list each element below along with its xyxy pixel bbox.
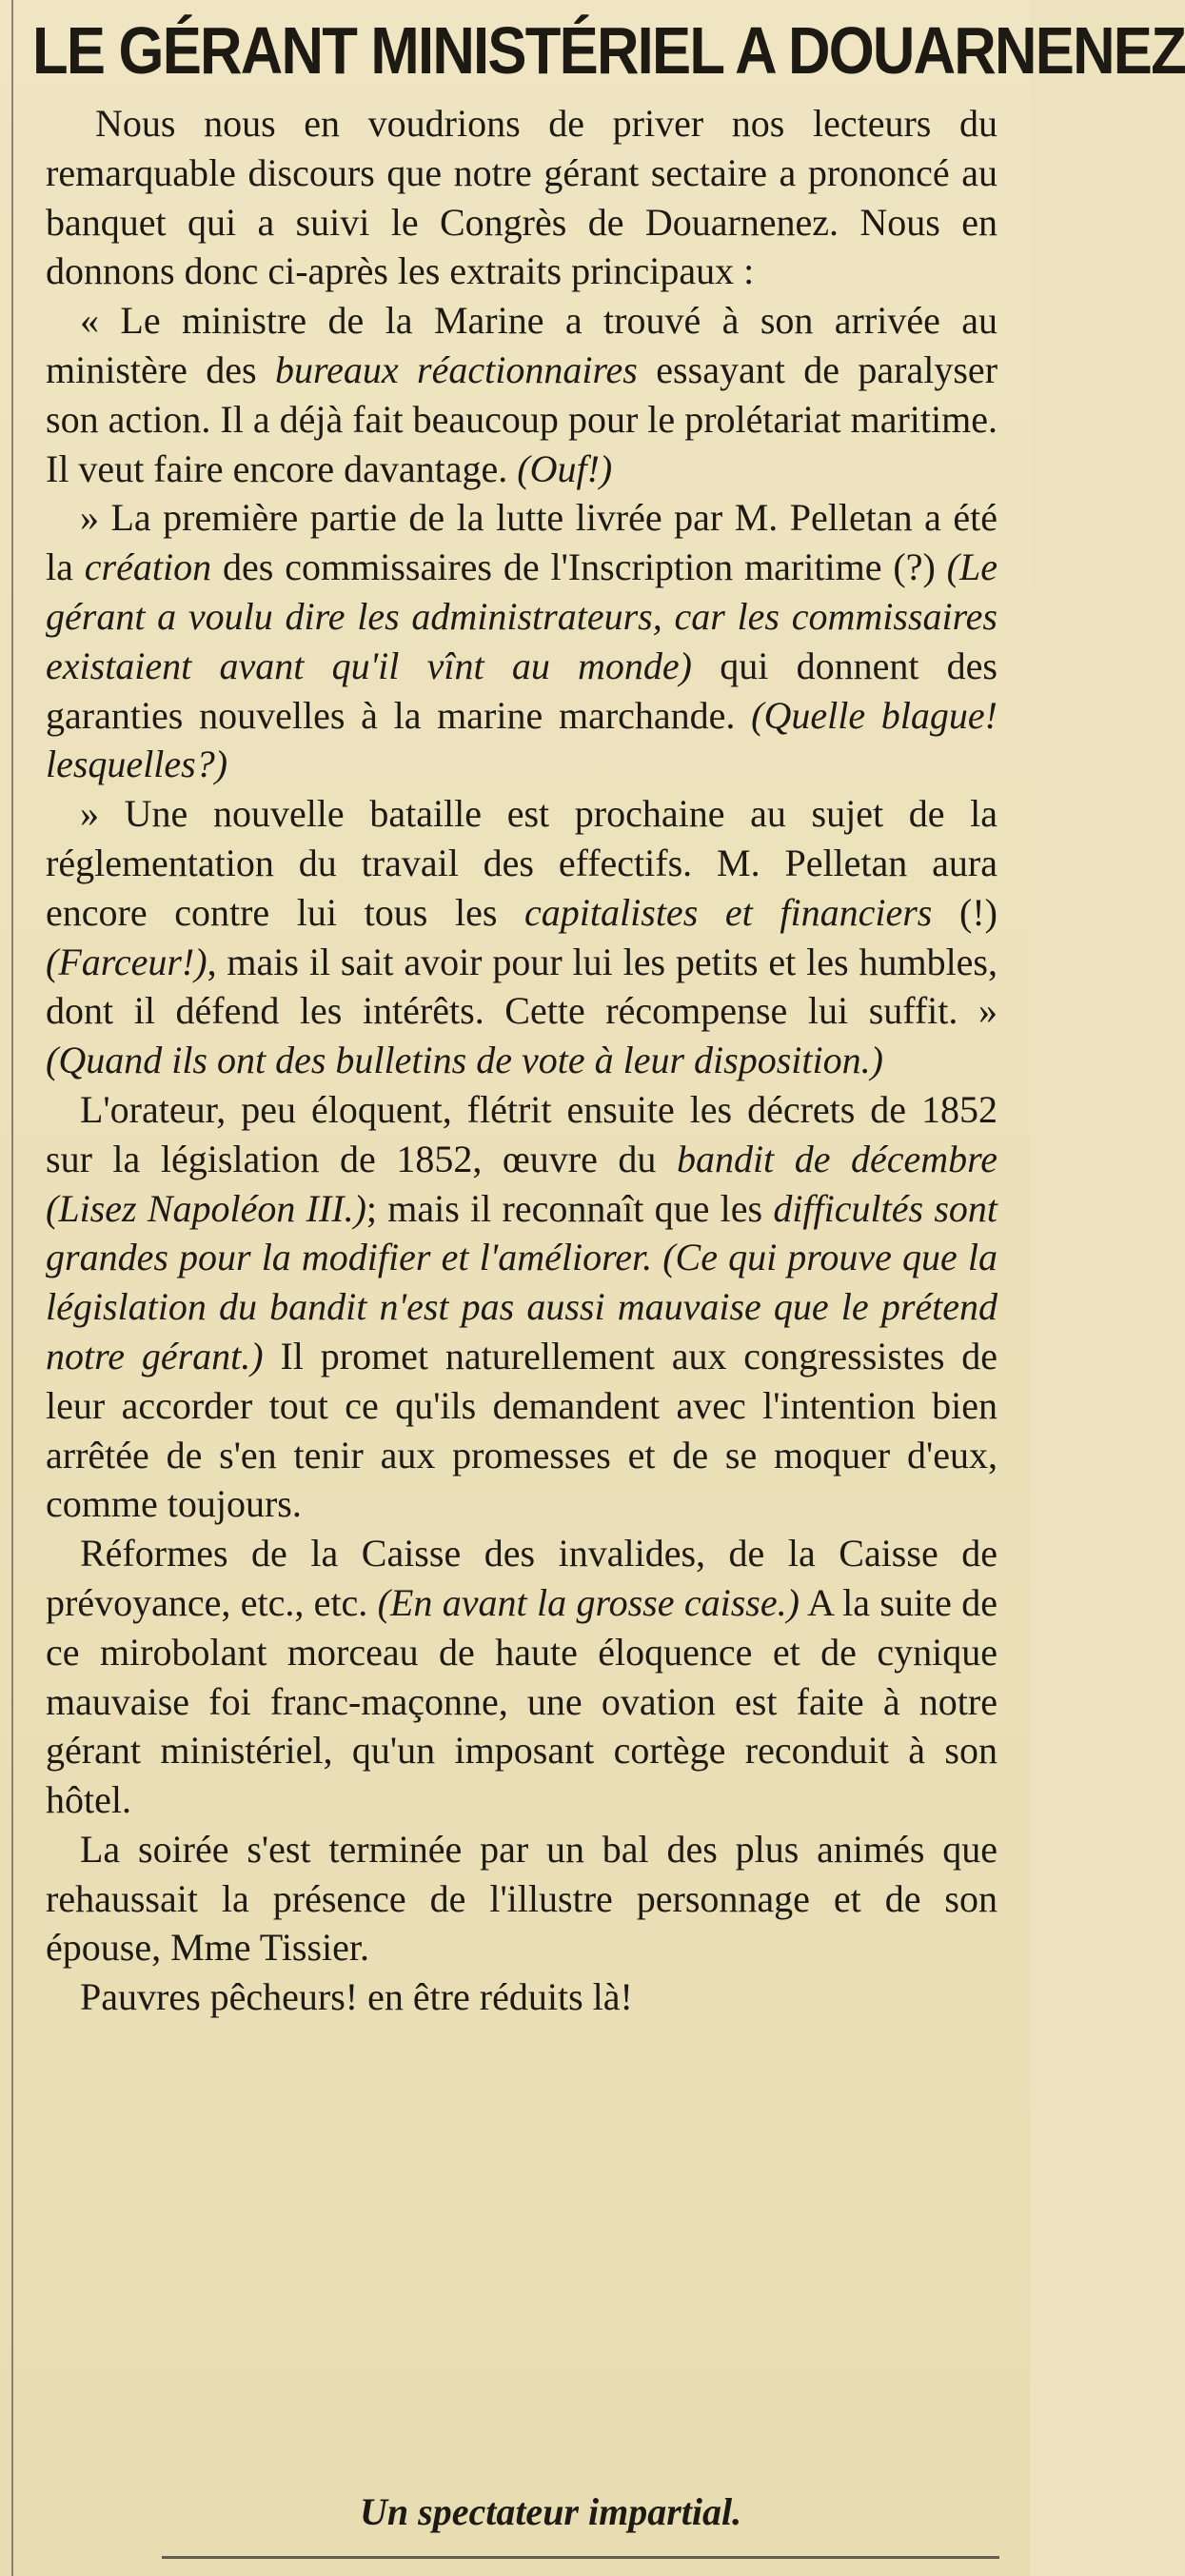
italic-run: difficultés sont grandes pour la modifier et l'améliorer. (Ce qui prouve que la législation du bandit n'est pas aussi mauvaise que le prétend notre gérant.): [46, 1186, 997, 1377]
signature: Un spectateur impartial.: [360, 2490, 742, 2533]
paragraph-reforms: [46, 1529, 997, 1825]
headline: LE GÉRANT MINISTÉRIEL A DOUARNENEZ: [32, 13, 1185, 88]
text-run: qui donnent des garanties nouvelles à la marine marchande.: [46, 644, 997, 737]
paragraph-quote-2: [46, 493, 997, 789]
text-run: » Une nouvelle bataille est prochaine au sujet de la réglementation du travail des effectifs. M. Pelletan aura encore contre lui tous les: [46, 792, 997, 934]
text-run: Il promet naturellement aux congressistes de leur accorder tout ce qu'ils demandent avec l'intention bien arrêtée de s'en tenir aux promesses et de se moquer d'eux, comme toujours.: [46, 1334, 998, 1526]
paragraph-closing: Pauvres pêcheurs! en être réduits là!: [80, 1975, 633, 2019]
paragraph-quote-3: [46, 789, 997, 1085]
italic-run: (Ouf!): [517, 446, 613, 490]
text-run: A la suite de ce mirobolant morceau de haute éloquence et de cynique mauvaise foi franc-maçonne, une ovation est faite à notre gérant ministériel, qu'un imposant cortège reconduit à son hôtel.: [46, 1580, 998, 1822]
italic-run: (Lisez Napoléon III.): [46, 1186, 366, 1230]
italic-run: (Quelle blague! lesquelles?): [46, 693, 997, 786]
text-run: des commissaires de l'Inscription maritime (?): [211, 545, 947, 589]
italic-run: bandit de décembre: [676, 1137, 997, 1180]
paragraph-quote-1: [46, 296, 997, 493]
text-run: , mais il sait avoir pour lui les petits et les humbles, dont il défend les intérêts. Cette récompense lui suffit. »: [46, 940, 997, 1033]
italic-run: (Farceur!): [46, 940, 207, 983]
paragraph-soiree: La soirée s'est terminée par un bal des plus animés que rehaussait la présence de l'illustre personnage et de son épouse, Mme Tissier.: [46, 1827, 997, 1970]
italic-run: (En avant la grosse caisse.): [377, 1580, 800, 1624]
text-run: essayant de paralyser son action. Il a déjà fait beaucoup pour le prolétariat maritime. Il veut faire encore davantage.: [46, 347, 998, 490]
italic-run: (Le gérant a voulu dire les administrateurs, car les commissaires existaient avant qu'il vînt au monde): [46, 545, 997, 687]
italic-run: capitalistes et financiers: [524, 890, 933, 934]
text-run: ; mais il reconnaît que les: [365, 1186, 774, 1230]
bottom-rule: [162, 2556, 999, 2559]
text-run: (!): [932, 890, 997, 934]
text-run: L'orateur, peu éloquent, flétrit ensuite les décrets de 1852 sur la législation de 1852, œuvre du: [46, 1087, 997, 1180]
paragraph-orator: [46, 1085, 997, 1529]
text-run: Réformes de la Caisse des invalides, de la Caisse de prévoyance, etc., etc.: [46, 1532, 997, 1624]
text-run: « Le ministre de la Marine a trouvé à son arrivée au ministère des: [46, 299, 997, 391]
article-body: [46, 99, 997, 2022]
italic-run: bureaux réactionnaires: [275, 347, 638, 391]
italic-run: création: [84, 545, 212, 589]
italic-run: (Quand ils ont des bulletins de vote à leur disposition.): [46, 1039, 883, 1082]
paragraph-intro: Nous nous en voudrions de priver nos lecteurs du remarquable discours que notre gérant sectaire a prononcé au banquet qui a suivi le Congrès de Douarnenez. Nous en donnons donc ci-après les extraits principaux :: [46, 102, 997, 293]
text-run: » La première partie de la lutte livrée par M. Pelletan a été la: [46, 496, 997, 589]
column-rule: [11, 0, 13, 2576]
